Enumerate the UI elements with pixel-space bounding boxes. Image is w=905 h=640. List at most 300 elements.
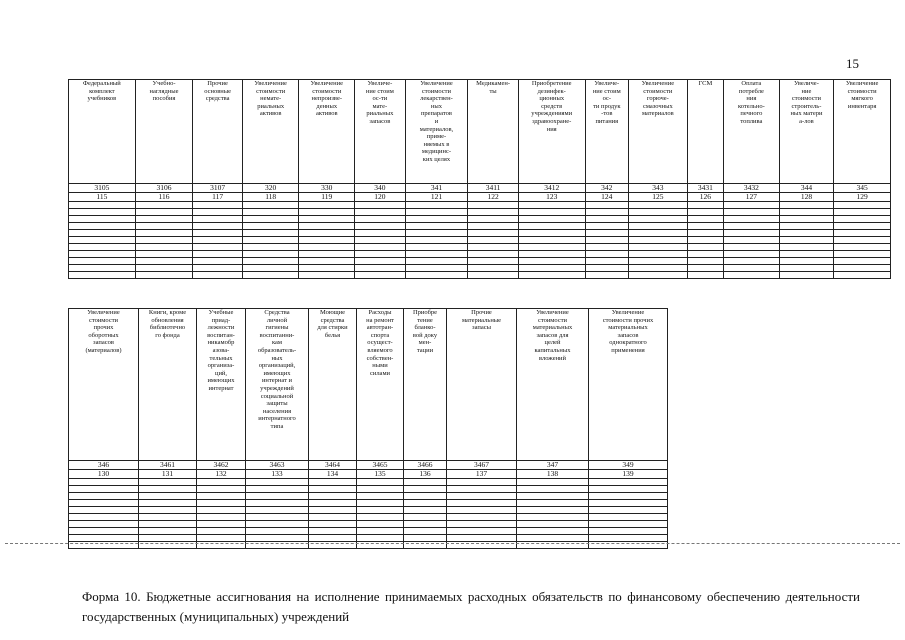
empty-cell [193, 230, 243, 237]
bottom-table [68, 308, 668, 549]
code-cell: 135 [357, 470, 404, 479]
empty-cell [834, 202, 891, 209]
empty-cell [139, 493, 197, 500]
empty-cell [724, 237, 780, 244]
empty-cell [135, 223, 193, 230]
empty-cell [724, 244, 780, 251]
empty-cell [779, 251, 834, 258]
column-header-label: Увеличение стоимости материальных запасов для целей капитальных вложений [532, 309, 573, 362]
empty-cell [447, 535, 517, 542]
empty-cell [139, 521, 197, 528]
empty-cell [139, 528, 197, 535]
empty-row [69, 528, 668, 535]
empty-cell [518, 216, 585, 223]
empty-cell [834, 237, 891, 244]
code-cell: 133 [246, 470, 309, 479]
empty-cell [355, 244, 406, 251]
top-table-body [69, 80, 891, 279]
empty-cell [447, 514, 517, 521]
empty-cell [135, 251, 193, 258]
empty-cell [404, 521, 447, 528]
column-header [687, 80, 723, 184]
empty-cell [724, 223, 780, 230]
empty-cell [197, 521, 246, 528]
empty-cell [518, 202, 585, 209]
column-header [242, 80, 299, 184]
empty-cell [834, 265, 891, 272]
empty-cell [69, 528, 139, 535]
column-header-label: Увеличе- ние стоимости строитель- ных матери а-лов [790, 80, 823, 125]
empty-cell [687, 265, 723, 272]
column-header-label: Прочие основные средства [204, 80, 232, 103]
empty-row [69, 230, 891, 237]
empty-cell [309, 535, 357, 542]
empty-cell [468, 265, 519, 272]
empty-cell [357, 486, 404, 493]
empty-cell [687, 209, 723, 216]
empty-cell [193, 265, 243, 272]
column-header [517, 309, 589, 461]
column-header-label: ГСМ [698, 80, 713, 87]
empty-cell [355, 230, 406, 237]
code-row [69, 470, 668, 479]
empty-cell [299, 265, 355, 272]
empty-cell [589, 479, 668, 486]
empty-cell [193, 272, 243, 279]
column-header-label: Увеличение стоимости прочих материальных запасов однократного применения [602, 309, 654, 354]
empty-cell [629, 265, 688, 272]
empty-cell [447, 500, 517, 507]
empty-cell [687, 244, 723, 251]
empty-cell [518, 258, 585, 265]
column-header [309, 309, 357, 461]
empty-cell [405, 251, 468, 258]
empty-cell [779, 272, 834, 279]
empty-cell [779, 202, 834, 209]
empty-cell [246, 535, 309, 542]
empty-cell [355, 258, 406, 265]
empty-cell [834, 272, 891, 279]
empty-cell [355, 265, 406, 272]
code-row [69, 193, 891, 202]
empty-cell [589, 521, 668, 528]
empty-row [69, 514, 668, 521]
empty-cell [447, 493, 517, 500]
empty-cell [357, 528, 404, 535]
empty-cell [589, 514, 668, 521]
empty-cell [687, 230, 723, 237]
code-cell: 3467 [447, 461, 517, 470]
empty-cell [135, 244, 193, 251]
empty-cell [69, 244, 136, 251]
empty-cell [69, 486, 139, 493]
empty-cell [193, 209, 243, 216]
code-cell: 118 [242, 193, 299, 202]
code-cell: 3462 [197, 461, 246, 470]
empty-cell [585, 202, 628, 209]
empty-cell [197, 514, 246, 521]
empty-cell [139, 507, 197, 514]
empty-cell [518, 272, 585, 279]
empty-cell [468, 209, 519, 216]
code-cell: 123 [518, 193, 585, 202]
column-header-label: Учебные приад- лежности воспитан- никамобр азова- тельных организа- ций, имеющих интернат [207, 309, 235, 392]
column-header-label: Увеличе- ние стоим ос- ти продук -тов питания [592, 80, 621, 125]
empty-cell [299, 272, 355, 279]
code-cell: 126 [687, 193, 723, 202]
empty-cell [355, 237, 406, 244]
column-header [834, 80, 891, 184]
empty-cell [834, 230, 891, 237]
code-cell: 3432 [724, 184, 780, 193]
empty-cell [404, 479, 447, 486]
empty-cell [69, 535, 139, 542]
empty-cell [135, 258, 193, 265]
empty-row [69, 535, 668, 542]
empty-cell [242, 251, 299, 258]
code-cell: 137 [447, 470, 517, 479]
column-header-label: Медикамен- ты [476, 80, 510, 95]
empty-cell [585, 244, 628, 251]
empty-cell [468, 251, 519, 258]
empty-cell [629, 202, 688, 209]
code-cell: 136 [404, 470, 447, 479]
empty-cell [404, 493, 447, 500]
column-header [193, 80, 243, 184]
column-header [135, 80, 193, 184]
empty-cell [629, 258, 688, 265]
empty-cell [517, 535, 589, 542]
empty-cell [724, 258, 780, 265]
empty-cell [246, 528, 309, 535]
empty-cell [405, 202, 468, 209]
column-header [629, 80, 688, 184]
code-cell: 125 [629, 193, 688, 202]
empty-row [69, 223, 891, 230]
bottom-table-body [69, 309, 668, 549]
column-header [355, 80, 406, 184]
code-cell: 127 [724, 193, 780, 202]
code-cell: 124 [585, 193, 628, 202]
empty-cell [242, 272, 299, 279]
code-cell: 320 [242, 184, 299, 193]
empty-cell [585, 272, 628, 279]
empty-cell [779, 209, 834, 216]
empty-cell [404, 535, 447, 542]
empty-cell [834, 223, 891, 230]
empty-cell [687, 202, 723, 209]
empty-cell [405, 230, 468, 237]
empty-cell [404, 507, 447, 514]
empty-cell [585, 265, 628, 272]
empty-cell [468, 216, 519, 223]
empty-cell [242, 265, 299, 272]
code-cell: 3461 [139, 461, 197, 470]
empty-cell [447, 528, 517, 535]
code-cell: 128 [779, 193, 834, 202]
empty-cell [246, 493, 309, 500]
top-table [68, 79, 891, 279]
empty-cell [629, 244, 688, 251]
empty-cell [518, 244, 585, 251]
empty-cell [404, 514, 447, 521]
empty-row [69, 272, 891, 279]
column-header-label: Увеличе- ние стоим ос-ти мате- риальных запасов [365, 80, 394, 125]
code-cell: 121 [405, 193, 468, 202]
column-header-label: Федеральный комплект учебников [82, 80, 121, 103]
empty-cell [355, 272, 406, 279]
empty-cell [687, 216, 723, 223]
column-header-label: Увеличение стоимости горюче- смазочных материалов [641, 80, 675, 118]
code-cell: 349 [589, 461, 668, 470]
code-cell: 129 [834, 193, 891, 202]
column-header-label: Увеличение стоимости мягкого инвентаря [845, 80, 879, 110]
empty-cell [357, 514, 404, 521]
column-header-label: Приобре тение бланко- вой доку мен- тации [412, 309, 438, 354]
empty-cell [629, 216, 688, 223]
column-header [197, 309, 246, 461]
empty-cell [724, 265, 780, 272]
empty-cell [139, 500, 197, 507]
code-cell: 346 [69, 461, 139, 470]
empty-cell [518, 223, 585, 230]
empty-cell [309, 514, 357, 521]
empty-cell [724, 230, 780, 237]
empty-cell [135, 230, 193, 237]
column-header-label: Увеличение стоимости немате- риальных активов [254, 80, 287, 118]
empty-cell [135, 272, 193, 279]
empty-cell [517, 493, 589, 500]
empty-cell [299, 258, 355, 265]
empty-cell [405, 258, 468, 265]
empty-cell [585, 251, 628, 258]
code-cell: 122 [468, 193, 519, 202]
empty-row [69, 237, 891, 244]
empty-cell [69, 272, 136, 279]
empty-cell [518, 265, 585, 272]
code-cell: 340 [355, 184, 406, 193]
empty-cell [585, 237, 628, 244]
empty-cell [246, 486, 309, 493]
column-header-label: Учебно- наглядные пособия [149, 80, 179, 103]
empty-cell [517, 528, 589, 535]
code-cell: 119 [299, 193, 355, 202]
empty-cell [197, 486, 246, 493]
empty-cell [589, 528, 668, 535]
empty-cell [779, 258, 834, 265]
empty-cell [517, 514, 589, 521]
empty-cell [589, 493, 668, 500]
empty-cell [197, 500, 246, 507]
empty-cell [355, 209, 406, 216]
empty-cell [242, 258, 299, 265]
empty-cell [197, 528, 246, 535]
empty-cell [687, 251, 723, 258]
empty-row [69, 479, 668, 486]
empty-cell [468, 258, 519, 265]
empty-cell [309, 486, 357, 493]
empty-cell [518, 209, 585, 216]
code-cell: 3466 [404, 461, 447, 470]
empty-cell [629, 223, 688, 230]
empty-cell [779, 265, 834, 272]
empty-cell [309, 507, 357, 514]
empty-cell [69, 216, 136, 223]
code-cell: 3411 [468, 184, 519, 193]
empty-cell [242, 237, 299, 244]
empty-cell [589, 500, 668, 507]
empty-cell [834, 258, 891, 265]
empty-cell [589, 507, 668, 514]
empty-cell [405, 216, 468, 223]
empty-cell [585, 223, 628, 230]
code-cell: 347 [517, 461, 589, 470]
empty-cell [355, 223, 406, 230]
empty-cell [242, 230, 299, 237]
column-header-label: Увеличение стоимости лекарствен- ных препаратов и материалов, приме- няемых в медицинс- ких целях [419, 80, 454, 163]
empty-cell [69, 251, 136, 258]
empty-cell [468, 202, 519, 209]
code-cell: 3465 [357, 461, 404, 470]
empty-cell [69, 521, 139, 528]
empty-cell [69, 507, 139, 514]
empty-cell [139, 535, 197, 542]
empty-cell [404, 528, 447, 535]
empty-cell [724, 251, 780, 258]
code-cell: 115 [69, 193, 136, 202]
empty-cell [405, 209, 468, 216]
column-header [447, 309, 517, 461]
empty-cell [193, 216, 243, 223]
empty-cell [585, 230, 628, 237]
empty-cell [309, 479, 357, 486]
column-header [69, 309, 139, 461]
empty-row [69, 265, 891, 272]
empty-cell [242, 202, 299, 209]
empty-cell [585, 209, 628, 216]
empty-cell [135, 216, 193, 223]
empty-cell [405, 272, 468, 279]
empty-cell [69, 265, 136, 272]
empty-cell [197, 479, 246, 486]
code-cell: 139 [589, 470, 668, 479]
empty-cell [242, 223, 299, 230]
column-header [299, 80, 355, 184]
empty-cell [135, 209, 193, 216]
empty-cell [69, 493, 139, 500]
code-cell: 343 [629, 184, 688, 193]
empty-cell [193, 258, 243, 265]
column-header-label: Увеличение стоимости прочих оборотных запасов (материалов) [85, 309, 122, 354]
code-cell: 3463 [246, 461, 309, 470]
column-header-label: Моющие средства для стирки белья [317, 309, 348, 339]
empty-cell [724, 272, 780, 279]
empty-cell [299, 237, 355, 244]
empty-row [69, 258, 891, 265]
column-header [779, 80, 834, 184]
empty-cell [246, 514, 309, 521]
empty-cell [355, 216, 406, 223]
empty-cell [357, 500, 404, 507]
code-row [69, 461, 668, 470]
empty-cell [242, 209, 299, 216]
page-fold-line [5, 543, 900, 544]
code-cell: 330 [299, 184, 355, 193]
empty-cell [69, 230, 136, 237]
empty-cell [629, 209, 688, 216]
empty-row [69, 251, 891, 258]
empty-cell [589, 486, 668, 493]
empty-cell [779, 237, 834, 244]
empty-cell [357, 479, 404, 486]
empty-cell [309, 521, 357, 528]
empty-cell [193, 223, 243, 230]
empty-row [69, 244, 891, 251]
empty-row [69, 507, 668, 514]
empty-cell [468, 230, 519, 237]
empty-cell [135, 202, 193, 209]
empty-cell [834, 209, 891, 216]
empty-cell [197, 507, 246, 514]
empty-cell [69, 514, 139, 521]
code-cell: 342 [585, 184, 628, 193]
code-cell: 120 [355, 193, 406, 202]
empty-cell [447, 521, 517, 528]
empty-cell [404, 486, 447, 493]
column-header-label: Прочие материальные запасы [461, 309, 502, 332]
empty-cell [139, 479, 197, 486]
empty-cell [687, 272, 723, 279]
empty-cell [357, 507, 404, 514]
empty-cell [687, 223, 723, 230]
empty-cell [687, 237, 723, 244]
empty-cell [246, 521, 309, 528]
empty-cell [518, 230, 585, 237]
empty-cell [139, 486, 197, 493]
empty-cell [585, 258, 628, 265]
form-caption: Форма 10. Бюджетные ассигнования на исполнение принимаемых расходных обязательств по финансовому обеспечению деятельности государственных (муниципальных) учреждений [82, 589, 860, 624]
empty-cell [135, 265, 193, 272]
empty-cell [69, 500, 139, 507]
empty-cell [193, 251, 243, 258]
code-cell: 3412 [518, 184, 585, 193]
empty-cell [357, 535, 404, 542]
empty-cell [299, 209, 355, 216]
column-header [246, 309, 309, 461]
empty-row [69, 202, 891, 209]
empty-cell [834, 216, 891, 223]
empty-cell [309, 528, 357, 535]
empty-cell [629, 230, 688, 237]
empty-cell [355, 202, 406, 209]
column-header [404, 309, 447, 461]
empty-cell [193, 237, 243, 244]
empty-cell [447, 486, 517, 493]
column-header-label: Книги, кроме обновления библиотечно го фонда [148, 309, 187, 339]
header-row [69, 80, 891, 184]
empty-cell [246, 507, 309, 514]
code-cell: 3464 [309, 461, 357, 470]
column-header [724, 80, 780, 184]
empty-cell [197, 535, 246, 542]
empty-cell [69, 237, 136, 244]
empty-cell [197, 493, 246, 500]
empty-cell [779, 223, 834, 230]
empty-cell [69, 223, 136, 230]
empty-cell [724, 202, 780, 209]
empty-cell [405, 244, 468, 251]
code-cell: 3105 [69, 184, 136, 193]
